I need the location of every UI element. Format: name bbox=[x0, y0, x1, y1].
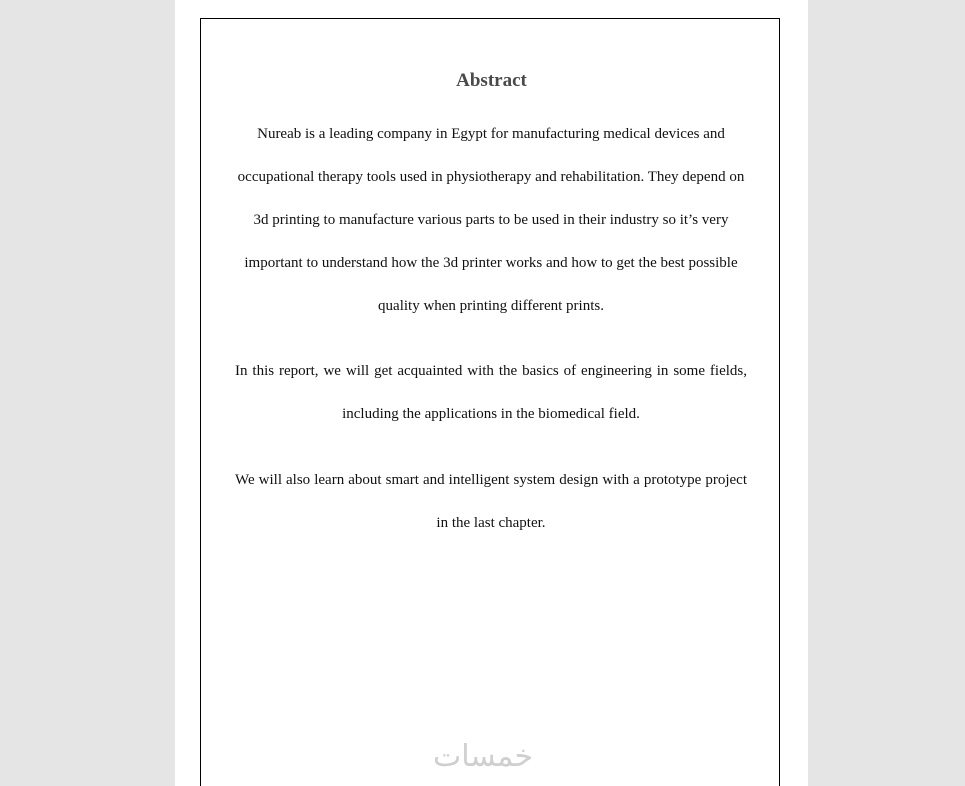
abstract-paragraph-1: Nureab is a leading company in Egypt for manufacturing medical devices and occupational therapy tools used in physiotherapy and rehabilitation. They depend on 3d printing to manufacture various parts to be used in their industry so it’s very important to understand how the 3d printer works and how to get the best possible quality when printing different prints. bbox=[237, 126, 745, 314]
khamsat-watermark-logo: خمسات bbox=[432, 739, 534, 774]
abstract-heading: Abstract bbox=[456, 70, 527, 91]
abstract-paragraph-2: In this report, we will get acquainted with the basics of engineering in some fields, including the applications in the biomedical field. bbox=[235, 363, 747, 422]
abstract-paragraph-3: We will also learn about smart and intelligent system design with a prototype project in the last chapter. bbox=[235, 472, 747, 531]
document-page bbox=[175, 0, 808, 786]
